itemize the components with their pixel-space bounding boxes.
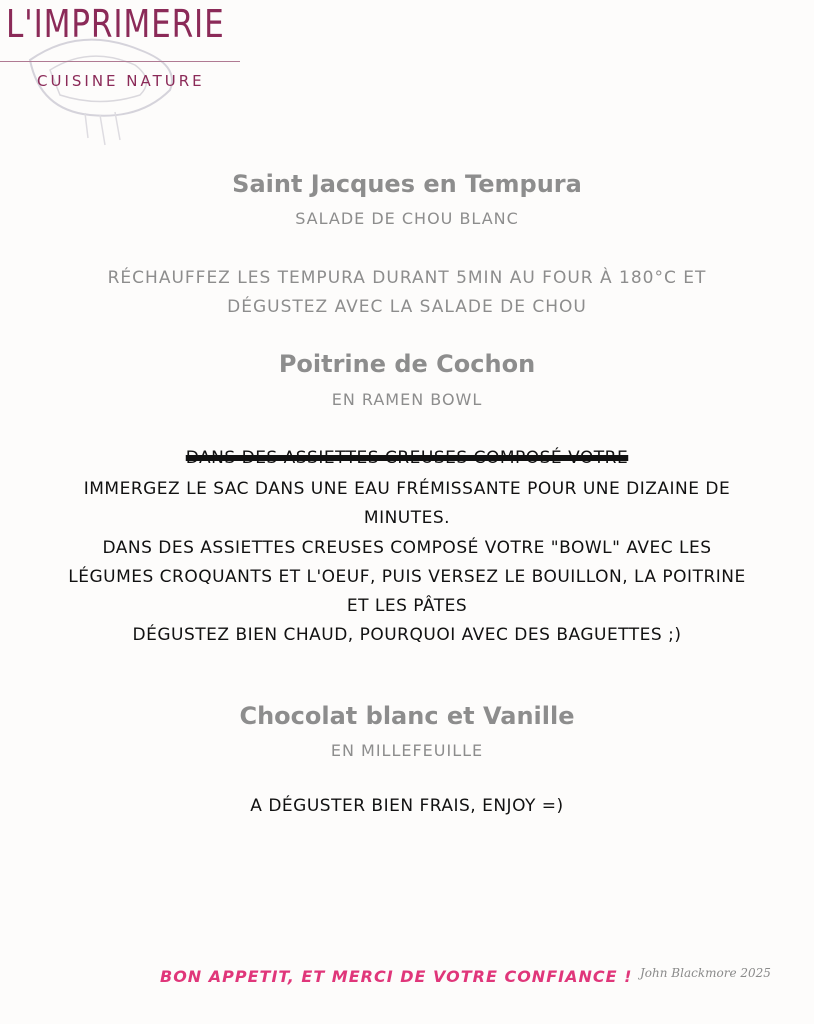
instruction-line: DÉGUSTEZ AVEC LA SALADE DE CHOU [227, 297, 587, 317]
dish-title: Chocolat blanc et Vanille [239, 702, 575, 730]
struck-instruction-line: DANS DES ASSIETTES CREUSES COMPOSÉ VOTRE [185, 448, 629, 468]
logo-subtitle: CUISINE NATURE [37, 72, 205, 90]
dish-title: Saint Jacques en Tempura [232, 170, 582, 198]
dish-subtitle: EN RAMEN BOWL [331, 390, 483, 409]
logo-title: L'IMPRIMERIE [6, 2, 225, 46]
instruction-line: ET LES PÂTES [346, 596, 468, 616]
instruction-line: IMMERGEZ LE SAC DANS UNE EAU FRÉMISSANTE POUR UNE DIZAINE DE [83, 479, 731, 499]
instruction-line: A DÉGUSTER BIEN FRAIS, ENJOY =) [250, 796, 564, 816]
dish-title: Poitrine de Cochon [278, 350, 536, 378]
instruction-line: RÉCHAUFFEZ LES TEMPURA DURANT 5MIN AU FOUR À 180°C ET [107, 268, 707, 288]
photo-credit: John Blackmore 2025 [640, 966, 771, 980]
restaurant-logo [0, 0, 260, 150]
footer-message: BON APPETIT, ET MERCI DE VOTRE CONFIANCE ! [160, 967, 633, 986]
dish-subtitle: EN MILLEFEUILLE [330, 741, 484, 760]
instruction-line: LÉGUMES CROQUANTS ET L'OEUF, PUIS VERSEZ LE BOUILLON, LA POITRINE [68, 567, 746, 587]
logo-divider [0, 61, 240, 62]
instruction-line: MINUTES. [363, 508, 451, 528]
instruction-line: DANS DES ASSIETTES CREUSES COMPOSÉ VOTRE "BOWL" AVEC LES [102, 538, 712, 558]
instruction-line: DÉGUSTEZ BIEN CHAUD, POURQUOI AVEC DES BAGUETTES ;) [132, 625, 682, 645]
dish-subtitle: SALADE DE CHOU BLANC [295, 209, 519, 228]
